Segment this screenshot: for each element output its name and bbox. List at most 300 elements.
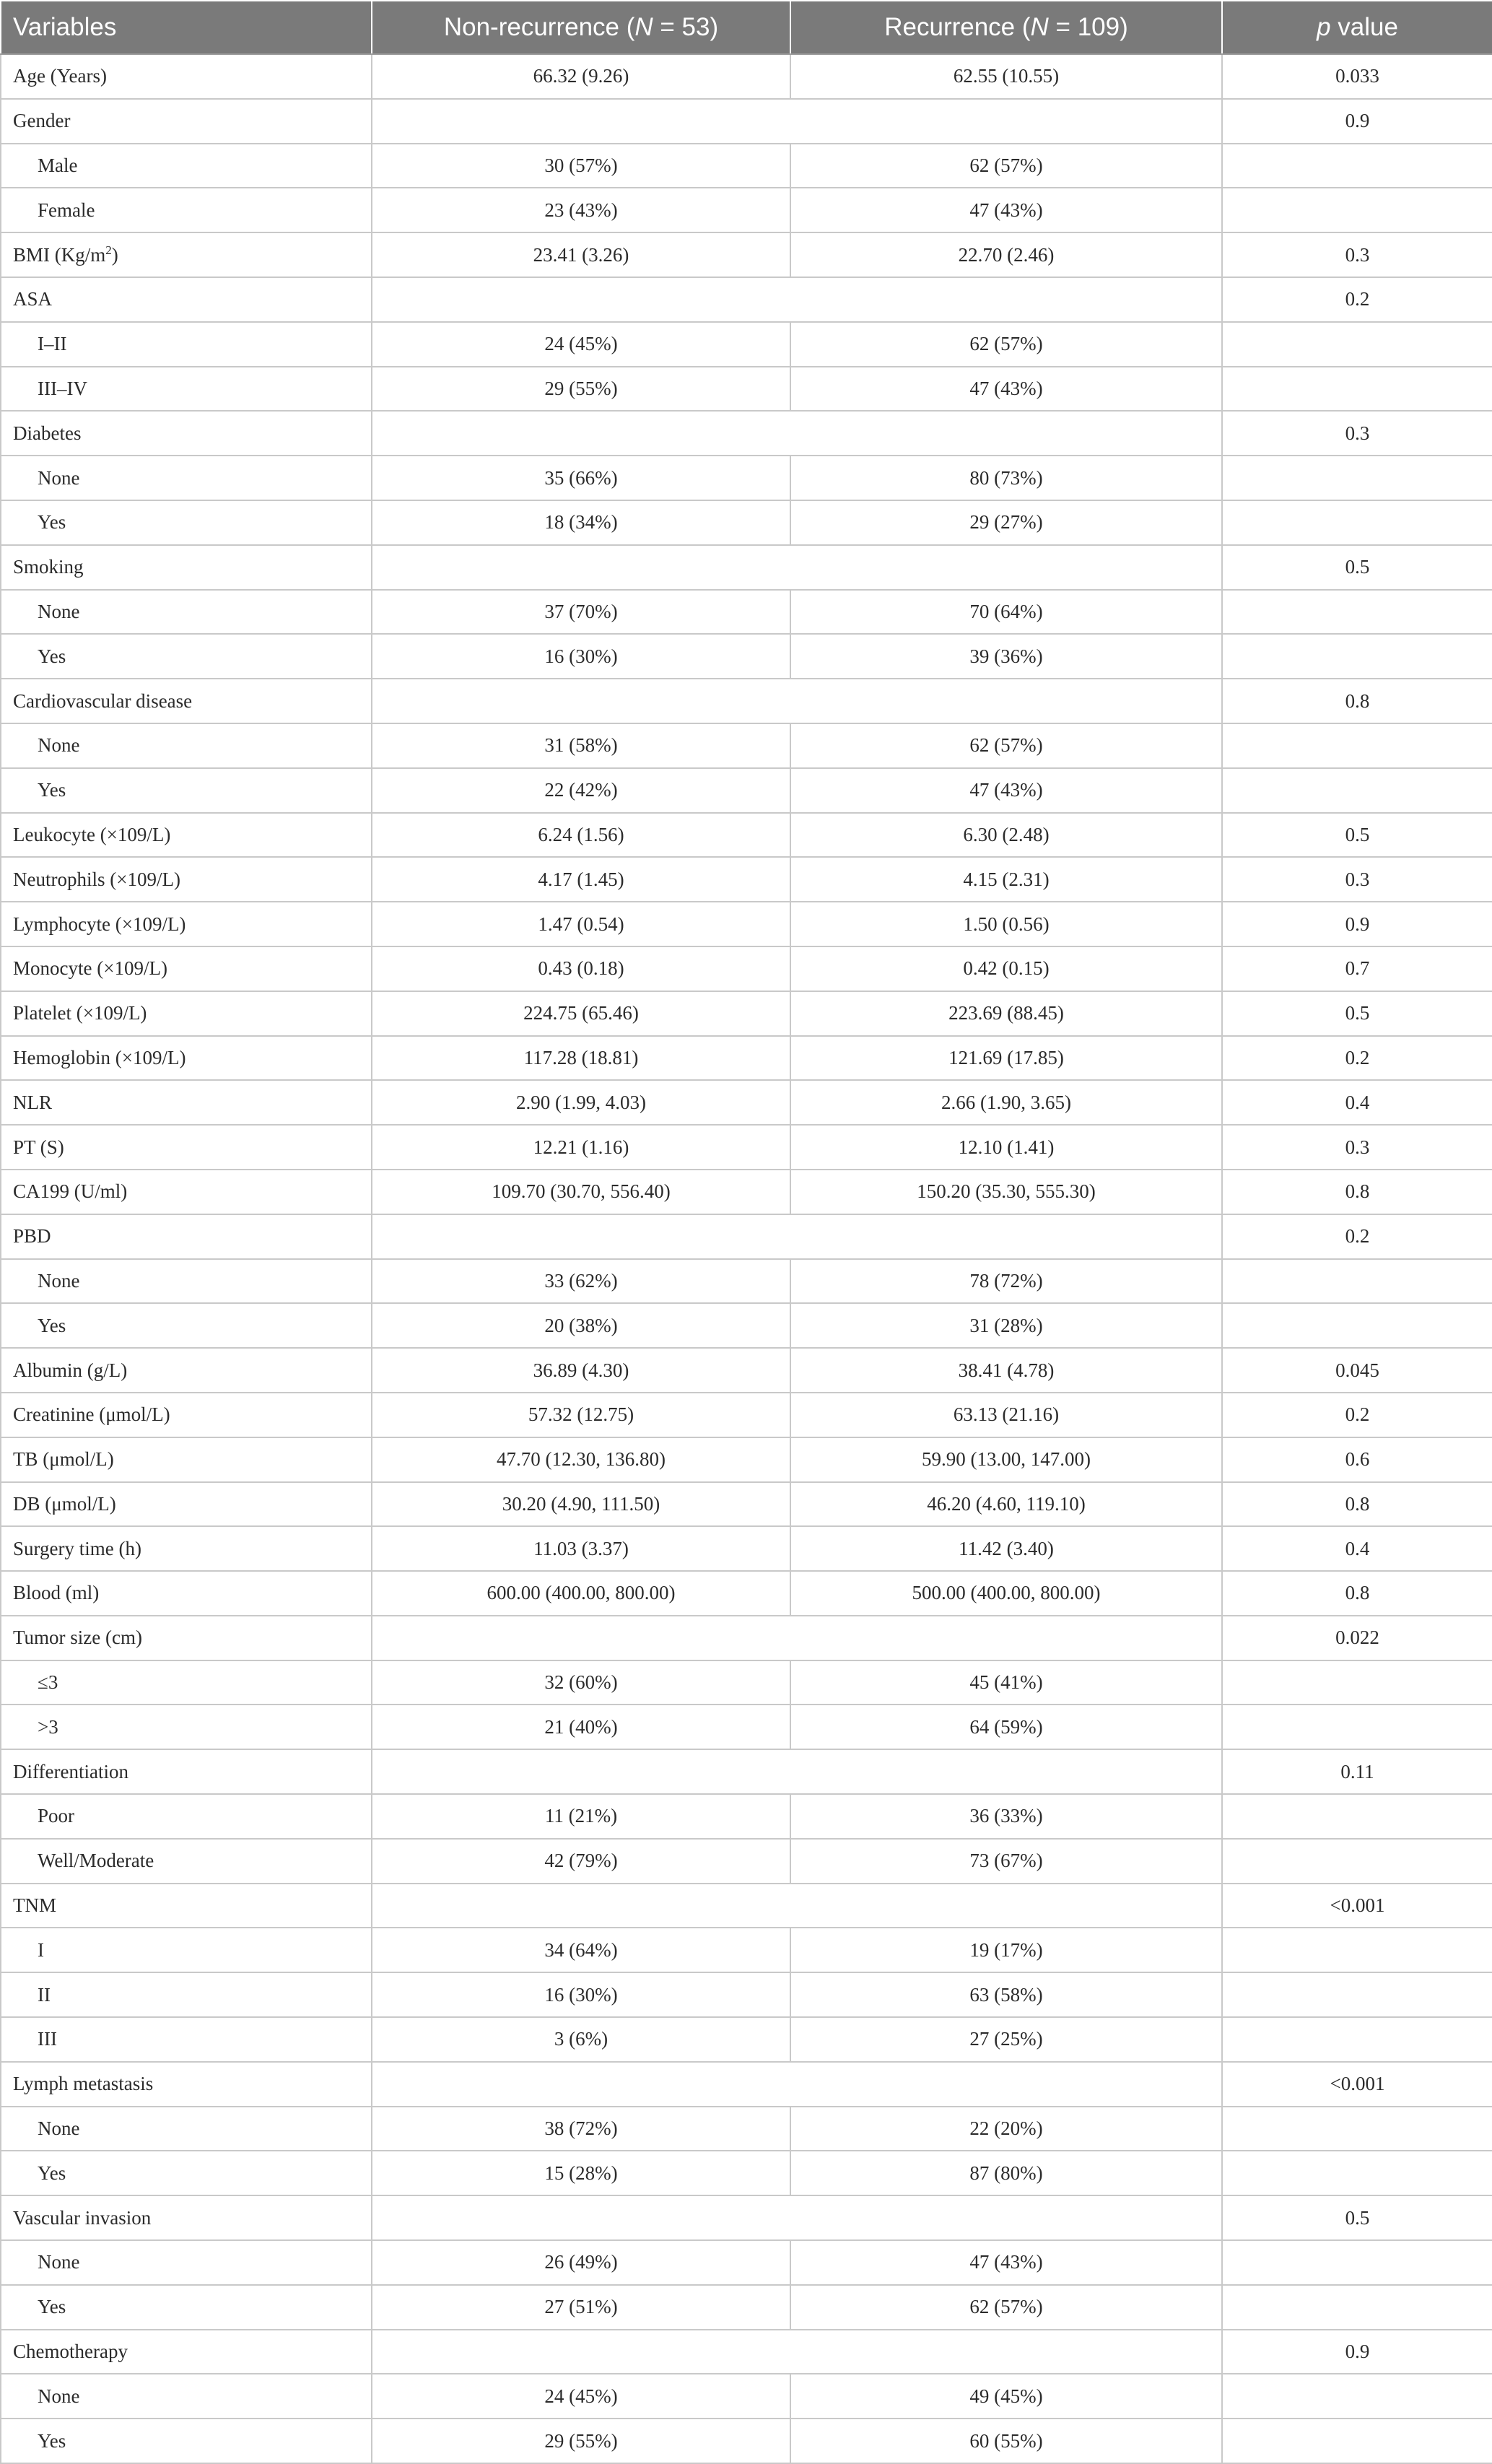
recurrence-value: 80 (73%)	[790, 456, 1222, 500]
variable-label-text: Tumor size (cm)	[13, 1627, 142, 1649]
header-non-recurrence	[372, 1, 790, 54]
p-value	[1222, 2107, 1492, 2151]
non-recurrence-value: 16 (30%)	[372, 634, 790, 679]
variable-label-text: Chemotherapy	[13, 2341, 128, 2363]
table-row	[1, 2107, 1492, 2151]
variable-label-text: BMI (Kg/m	[13, 243, 106, 266]
table-row	[1, 1437, 1492, 1482]
header-variables: Variables	[1, 1, 372, 54]
variable-label	[1, 857, 372, 902]
variable-label-text: Yes	[38, 1314, 66, 1336]
variable-label	[1, 1348, 372, 1393]
table-row	[1, 723, 1492, 768]
variable-label	[1, 2107, 372, 2151]
recurrence-value: 64 (59%)	[790, 1705, 1222, 1749]
variable-label	[1, 367, 372, 412]
table-row	[1, 768, 1492, 813]
variable-label	[1, 1660, 372, 1705]
recurrence-value: 47 (43%)	[790, 188, 1222, 232]
recurrence-value: 22 (20%)	[790, 2107, 1222, 2151]
table-row	[1, 1303, 1492, 1348]
variable-label-text: Male	[38, 154, 78, 176]
p-value: 0.5	[1222, 545, 1492, 590]
table-row	[1, 2374, 1492, 2419]
recurrence-value: 223.69 (88.45)	[790, 991, 1222, 1036]
variable-label-text: II	[38, 1983, 51, 2006]
variable-label	[1, 813, 372, 858]
header-recurrence-label: Recurrence (	[884, 13, 1031, 41]
p-value: 0.022	[1222, 1616, 1492, 1660]
variable-label-text: Gender	[13, 110, 71, 132]
variable-label-text: Yes	[38, 2162, 66, 2184]
group-spacer-cell	[372, 1749, 1222, 1794]
table-row	[1, 322, 1492, 367]
table-row	[1, 813, 1492, 858]
variable-label	[1, 2151, 372, 2195]
variable-label-text: None	[38, 2117, 80, 2140]
variable-label	[1, 1036, 372, 1081]
variable-label	[1, 2017, 372, 2062]
table-group-row	[1, 411, 1492, 456]
table-row	[1, 367, 1492, 412]
variable-label-text: None	[38, 2385, 80, 2407]
variable-label-text: Vascular invasion	[13, 2206, 152, 2229]
variable-label-text: Yes	[38, 2429, 66, 2452]
group-spacer-cell	[372, 1616, 1222, 1660]
variable-label-text: Yes	[38, 2296, 66, 2318]
recurrence-value: 60 (55%)	[790, 2419, 1222, 2463]
table-row	[1, 232, 1492, 277]
variable-label-text: None	[38, 600, 80, 622]
non-recurrence-value: 600.00 (400.00, 800.00)	[372, 1571, 790, 1616]
group-spacer-cell	[372, 1214, 1222, 1259]
non-recurrence-value: 24 (45%)	[372, 2374, 790, 2419]
table-group-row	[1, 1616, 1492, 1660]
recurrence-value: 59.90 (13.00, 147.00)	[790, 1437, 1222, 1482]
table-row	[1, 1036, 1492, 1081]
recurrence-value: 47 (43%)	[790, 2240, 1222, 2285]
recurrence-value: 47 (43%)	[790, 367, 1222, 412]
recurrence-value: 38.41 (4.78)	[790, 1348, 1222, 1393]
variable-label-text: Blood (ml)	[13, 1582, 100, 1604]
p-value: 0.033	[1222, 54, 1492, 99]
non-recurrence-value: 47.70 (12.30, 136.80)	[372, 1437, 790, 1482]
table-group-row	[1, 1749, 1492, 1794]
header-non-recurrence-label: Non-recurrence (	[443, 13, 635, 41]
p-value: 0.11	[1222, 1749, 1492, 1794]
p-value	[1222, 1705, 1492, 1749]
p-value	[1222, 768, 1492, 813]
variable-label-text: ASA	[13, 288, 53, 310]
p-value	[1222, 1839, 1492, 1884]
recurrence-value: 121.69 (17.85)	[790, 1036, 1222, 1081]
header-recurrence-count: = 109)	[1048, 13, 1128, 41]
p-value	[1222, 188, 1492, 232]
variable-label-text: Yes	[38, 645, 66, 667]
variable-label-text: Female	[38, 199, 95, 221]
table-row	[1, 1972, 1492, 2017]
table-row	[1, 1660, 1492, 1705]
p-value	[1222, 723, 1492, 768]
table-row	[1, 2285, 1492, 2330]
table-row	[1, 2240, 1492, 2285]
variable-label-text: Surgery time (h)	[13, 1537, 141, 1559]
p-value	[1222, 144, 1492, 188]
p-value: 0.4	[1222, 1080, 1492, 1125]
recurrence-value: 62 (57%)	[790, 723, 1222, 768]
p-value	[1222, 1794, 1492, 1839]
recurrence-value: 12.10 (1.41)	[790, 1125, 1222, 1170]
non-recurrence-value: 29 (55%)	[372, 367, 790, 412]
table-group-row	[1, 1884, 1492, 1928]
variable-label	[1, 144, 372, 188]
table-row	[1, 1526, 1492, 1571]
recurrence-value: 0.42 (0.15)	[790, 946, 1222, 991]
recurrence-value: 36 (33%)	[790, 1794, 1222, 1839]
non-recurrence-value: 32 (60%)	[372, 1660, 790, 1705]
variable-label-text: TNM	[13, 1894, 56, 1917]
recurrence-value: 1.50 (0.56)	[790, 902, 1222, 946]
p-value: 0.9	[1222, 99, 1492, 144]
variable-label-text: None	[38, 2251, 80, 2273]
p-value	[1222, 367, 1492, 412]
non-recurrence-value: 31 (58%)	[372, 723, 790, 768]
header-p: p	[1317, 13, 1331, 41]
table-row	[1, 2017, 1492, 2062]
table-row	[1, 1571, 1492, 1616]
variable-label	[1, 456, 372, 500]
recurrence-value: 31 (28%)	[790, 1303, 1222, 1348]
variable-label	[1, 991, 372, 1036]
table-group-row	[1, 679, 1492, 723]
variable-label	[1, 1571, 372, 1616]
p-value: 0.4	[1222, 1526, 1492, 1571]
recurrence-value: 4.15 (2.31)	[790, 857, 1222, 902]
recurrence-value: 62 (57%)	[790, 144, 1222, 188]
variable-label	[1, 277, 372, 322]
variable-label-text: Lymph metastasis	[13, 2073, 154, 2095]
recurrence-value: 63.13 (21.16)	[790, 1393, 1222, 1437]
variable-label-text: Creatinine (μmol/L)	[13, 1403, 170, 1426]
variable-label	[1, 1482, 372, 1527]
non-recurrence-value: 3 (6%)	[372, 2017, 790, 2062]
variable-label-text: Lymphocyte (×109/L)	[13, 913, 186, 935]
variable-label	[1, 902, 372, 946]
recurrence-value: 45 (41%)	[790, 1660, 1222, 1705]
variable-label	[1, 768, 372, 813]
p-value	[1222, 456, 1492, 500]
variable-label-text: Yes	[38, 779, 66, 801]
non-recurrence-value: 36.89 (4.30)	[372, 1348, 790, 1393]
non-recurrence-value: 224.75 (65.46)	[372, 991, 790, 1036]
variable-label-text: None	[38, 1269, 80, 1292]
non-recurrence-value: 12.21 (1.16)	[372, 1125, 790, 1170]
variable-label	[1, 2330, 372, 2374]
p-value: 0.2	[1222, 277, 1492, 322]
variable-label	[1, 1749, 372, 1794]
variable-label-end: )	[111, 243, 118, 266]
variable-label-text: TB (μmol/L)	[13, 1448, 114, 1471]
variable-label-text: Poor	[38, 1805, 75, 1827]
variable-label	[1, 411, 372, 456]
non-recurrence-value: 21 (40%)	[372, 1705, 790, 1749]
p-value: 0.8	[1222, 1482, 1492, 1527]
table-row	[1, 946, 1492, 991]
non-recurrence-value: 30 (57%)	[372, 144, 790, 188]
p-value: <0.001	[1222, 1884, 1492, 1928]
non-recurrence-value: 26 (49%)	[372, 2240, 790, 2285]
variable-label	[1, 322, 372, 367]
variable-label	[1, 1125, 372, 1170]
p-value	[1222, 1259, 1492, 1304]
table-row	[1, 1259, 1492, 1304]
non-recurrence-value: 29 (55%)	[372, 2419, 790, 2463]
variable-label-text: Leukocyte (×109/L)	[13, 823, 171, 845]
non-recurrence-value: 11 (21%)	[372, 1794, 790, 1839]
non-recurrence-value: 33 (62%)	[372, 1259, 790, 1304]
header-non-recurrence-count: = 53)	[653, 13, 719, 41]
non-recurrence-value: 42 (79%)	[372, 1839, 790, 1884]
variable-label-text: III–IV	[38, 377, 87, 399]
variable-label-text: PBD	[13, 1225, 51, 1248]
group-spacer-cell	[372, 1884, 1222, 1928]
table-row	[1, 2151, 1492, 2195]
table-row	[1, 1482, 1492, 1527]
variable-label-text: Well/Moderate	[38, 1850, 154, 1872]
variable-label-text: DB (μmol/L)	[13, 1492, 116, 1515]
p-value: 0.5	[1222, 813, 1492, 858]
non-recurrence-value: 30.20 (4.90, 111.50)	[372, 1482, 790, 1527]
p-value: 0.3	[1222, 411, 1492, 456]
variable-label	[1, 1884, 372, 1928]
p-value: 0.6	[1222, 1437, 1492, 1482]
variable-label-text: Age (Years)	[13, 65, 107, 87]
recurrence-value: 11.42 (3.40)	[790, 1526, 1222, 1571]
non-recurrence-value: 109.70 (30.70, 556.40)	[372, 1170, 790, 1214]
header-row	[1, 1, 1492, 54]
variable-label	[1, 1928, 372, 1972]
variable-label	[1, 2419, 372, 2463]
header-recurrence-n: N	[1030, 13, 1049, 41]
group-spacer-cell	[372, 545, 1222, 590]
group-spacer-cell	[372, 2330, 1222, 2374]
variable-label	[1, 500, 372, 545]
group-spacer-cell	[372, 679, 1222, 723]
non-recurrence-value: 2.90 (1.99, 4.03)	[372, 1080, 790, 1125]
p-value	[1222, 1928, 1492, 1972]
table-row	[1, 1928, 1492, 1972]
variable-label-text: CA199 (U/ml)	[13, 1180, 128, 1203]
non-recurrence-value: 57.32 (12.75)	[372, 1393, 790, 1437]
variable-label	[1, 1437, 372, 1482]
variable-label-text: Neutrophils (×109/L)	[13, 868, 180, 890]
table-row	[1, 1393, 1492, 1437]
recurrence-value: 46.20 (4.60, 119.10)	[790, 1482, 1222, 1527]
group-spacer-cell	[372, 411, 1222, 456]
variable-label-text: III	[38, 2028, 57, 2050]
p-value: 0.3	[1222, 232, 1492, 277]
recurrence-value: 150.20 (35.30, 555.30)	[790, 1170, 1222, 1214]
table-row	[1, 857, 1492, 902]
variable-label	[1, 1214, 372, 1259]
p-value: 0.2	[1222, 1214, 1492, 1259]
variable-label	[1, 1526, 372, 1571]
table-row	[1, 634, 1492, 679]
variable-label-text: Yes	[38, 511, 66, 534]
recurrence-value: 73 (67%)	[790, 1839, 1222, 1884]
variable-label-text: Platelet (×109/L)	[13, 1002, 147, 1024]
variable-label	[1, 99, 372, 144]
recurrence-value: 19 (17%)	[790, 1928, 1222, 1972]
variable-label-text: Monocyte (×109/L)	[13, 957, 167, 980]
p-value	[1222, 2285, 1492, 2330]
recurrence-value: 62 (57%)	[790, 2285, 1222, 2330]
p-value: 0.2	[1222, 1036, 1492, 1081]
group-spacer-cell	[372, 2062, 1222, 2107]
non-recurrence-value: 37 (70%)	[372, 590, 790, 635]
p-value: 0.9	[1222, 2330, 1492, 2374]
table-row	[1, 902, 1492, 946]
recurrence-value: 29 (27%)	[790, 500, 1222, 545]
recurrence-value: 49 (45%)	[790, 2374, 1222, 2419]
non-recurrence-value: 16 (30%)	[372, 1972, 790, 2017]
non-recurrence-value: 20 (38%)	[372, 1303, 790, 1348]
table-row	[1, 1705, 1492, 1749]
non-recurrence-value: 6.24 (1.56)	[372, 813, 790, 858]
group-spacer-cell	[372, 99, 1222, 144]
variable-label-text: I–II	[38, 333, 67, 355]
variable-label	[1, 1259, 372, 1304]
variable-label-text: ≤3	[38, 1671, 58, 1694]
variable-label	[1, 2062, 372, 2107]
p-value: <0.001	[1222, 2062, 1492, 2107]
variable-label	[1, 590, 372, 635]
recurrence-value: 22.70 (2.46)	[790, 232, 1222, 277]
p-value	[1222, 2017, 1492, 2062]
p-value: 0.8	[1222, 679, 1492, 723]
variable-label	[1, 2240, 372, 2285]
variable-label-text: Smoking	[13, 556, 84, 578]
p-value	[1222, 2240, 1492, 2285]
variable-label	[1, 1170, 372, 1214]
variable-label	[1, 2374, 372, 2419]
table-row	[1, 2419, 1492, 2463]
variable-label-text: Diabetes	[13, 422, 82, 444]
variable-label	[1, 54, 372, 99]
non-recurrence-value: 11.03 (3.37)	[372, 1526, 790, 1571]
variable-label-text: I	[38, 1938, 44, 1961]
variable-label-text: Differentiation	[13, 1760, 128, 1782]
header-p-value	[1222, 1, 1492, 54]
recurrence-value: 39 (36%)	[790, 634, 1222, 679]
recurrence-value: 70 (64%)	[790, 590, 1222, 635]
variable-label	[1, 232, 372, 277]
p-value: 0.5	[1222, 2195, 1492, 2240]
variable-label-text: PT (S)	[13, 1136, 64, 1158]
p-value	[1222, 2151, 1492, 2195]
table-row	[1, 144, 1492, 188]
variable-label	[1, 1303, 372, 1348]
variable-label	[1, 2195, 372, 2240]
table-row	[1, 1125, 1492, 1170]
variable-label	[1, 723, 372, 768]
non-recurrence-value: 23 (43%)	[372, 188, 790, 232]
p-value: 0.3	[1222, 857, 1492, 902]
table-group-row	[1, 277, 1492, 322]
group-spacer-cell	[372, 277, 1222, 322]
table-group-row	[1, 99, 1492, 144]
table-row	[1, 1080, 1492, 1125]
non-recurrence-value: 22 (42%)	[372, 768, 790, 813]
p-value: 0.8	[1222, 1571, 1492, 1616]
table-group-row	[1, 1214, 1492, 1259]
p-value: 0.2	[1222, 1393, 1492, 1437]
table-row	[1, 1839, 1492, 1884]
non-recurrence-value: 18 (34%)	[372, 500, 790, 545]
group-spacer-cell	[372, 2195, 1222, 2240]
non-recurrence-value: 117.28 (18.81)	[372, 1036, 790, 1081]
variable-label-superscript: 2	[105, 243, 112, 257]
non-recurrence-value: 4.17 (1.45)	[372, 857, 790, 902]
non-recurrence-value: 23.41 (3.26)	[372, 232, 790, 277]
p-value	[1222, 1972, 1492, 2017]
variable-label	[1, 1972, 372, 2017]
p-value	[1222, 1660, 1492, 1705]
table-row	[1, 1170, 1492, 1214]
table-row	[1, 500, 1492, 545]
non-recurrence-value: 15 (28%)	[372, 2151, 790, 2195]
variable-label-text: None	[38, 466, 80, 489]
non-recurrence-value: 1.47 (0.54)	[372, 902, 790, 946]
p-value: 0.9	[1222, 902, 1492, 946]
table-row	[1, 54, 1492, 99]
table-body	[1, 54, 1492, 2463]
variable-label	[1, 2285, 372, 2330]
header-p-value-label: value	[1330, 13, 1398, 41]
non-recurrence-value: 66.32 (9.26)	[372, 54, 790, 99]
header-non-recurrence-n: N	[634, 13, 653, 41]
variable-label-text: Albumin (g/L)	[13, 1359, 128, 1381]
recurrence-value: 87 (80%)	[790, 2151, 1222, 2195]
table-row	[1, 1348, 1492, 1393]
variable-label	[1, 545, 372, 590]
table-group-row	[1, 2330, 1492, 2374]
p-value: 0.045	[1222, 1348, 1492, 1393]
p-value	[1222, 1303, 1492, 1348]
table-group-row	[1, 2062, 1492, 2107]
p-value: 0.8	[1222, 1170, 1492, 1214]
variable-label	[1, 1616, 372, 1660]
recurrence-value: 47 (43%)	[790, 768, 1222, 813]
variable-label	[1, 1393, 372, 1437]
recurrence-value: 78 (72%)	[790, 1259, 1222, 1304]
recurrence-value: 62 (57%)	[790, 322, 1222, 367]
variable-label-text: None	[38, 734, 80, 757]
recurrence-value: 27 (25%)	[790, 2017, 1222, 2062]
non-recurrence-value: 24 (45%)	[372, 322, 790, 367]
table-row	[1, 590, 1492, 635]
table-group-row	[1, 545, 1492, 590]
table-group-row	[1, 2195, 1492, 2240]
recurrence-value: 63 (58%)	[790, 1972, 1222, 2017]
variable-label-text: Hemoglobin (×109/L)	[13, 1046, 186, 1068]
p-value	[1222, 2419, 1492, 2463]
table-row	[1, 188, 1492, 232]
p-value	[1222, 2374, 1492, 2419]
variable-label	[1, 1839, 372, 1884]
p-value: 0.5	[1222, 991, 1492, 1036]
variable-label-text: >3	[38, 1715, 58, 1738]
